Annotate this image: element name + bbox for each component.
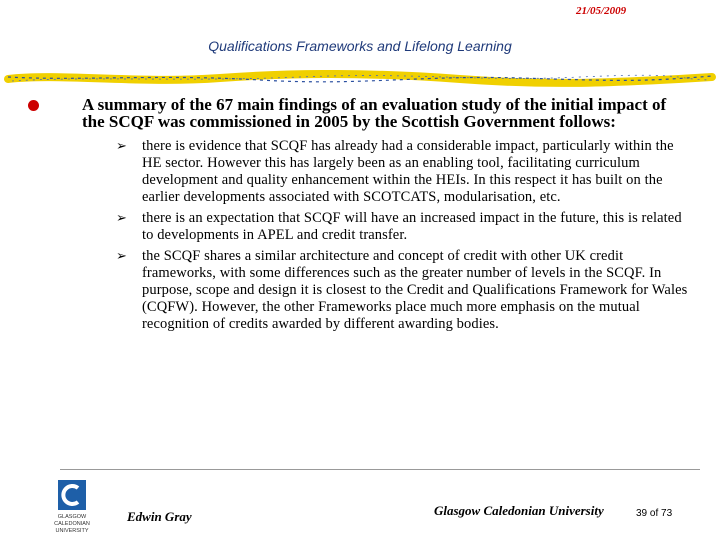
sub-point-text: the SCQF shares a similar architecture and concept of credit with other UK credit frameworks, with some differences such as the greater number of levels in the SCQF. In purpose, scope and design it is closest to the Credit and Qualifications Framework for Wales (CQFW). However, the other Frameworks place much more emphasis on the mutual recognition of credits awarded by different awarding bodies. <box>142 248 688 332</box>
arrow-bullet-icon: ➢ <box>116 211 127 226</box>
sub-point-list <box>50 138 690 333</box>
main-bullet-block <box>50 96 690 337</box>
arrow-bullet-icon: ➢ <box>116 249 127 264</box>
footer-divider <box>60 469 700 470</box>
page-number: 39 of 73 <box>636 508 673 519</box>
logo-text-line: CALEDONIAN <box>54 521 90 527</box>
sub-point <box>116 248 690 333</box>
decorative-brush-stroke <box>0 70 720 88</box>
sub-point <box>116 138 690 206</box>
sub-point-text: there is evidence that SCQF has already had a considerable impact, particularly within the HE sector. However this has largely been as an enabling tool, facilitating curriculum development and quality enhancement within the HEIs. In this respect it has built on the earlier developments associated with SCOTCATS, modularisation, etc. <box>142 138 674 205</box>
logo-text-line: GLASGOW <box>57 514 87 520</box>
sub-point <box>116 210 690 244</box>
main-point-text: A summary of the 67 main findings of an evaluation study of the initial impact of the SCQF was commissioned in 2005 by the Scottish Government follows: <box>82 95 667 131</box>
sub-point-text: there is an expectation that SCQF will have an increased impact in the future, this is related to developments in APEL and credit transfer. <box>142 210 682 243</box>
red-bullet-icon <box>28 100 39 111</box>
arrow-bullet-icon: ➢ <box>116 139 127 154</box>
footer-author: Edwin Gray <box>127 509 192 524</box>
slide-title: Qualifications Frameworks and Lifelong Learning <box>208 38 512 54</box>
slide-date: 21/05/2009 <box>576 5 627 17</box>
footer-institution: Glasgow Caledonian University <box>434 503 604 518</box>
university-logo <box>46 480 98 536</box>
logo-text-line: UNIVERSITY <box>55 528 89 534</box>
